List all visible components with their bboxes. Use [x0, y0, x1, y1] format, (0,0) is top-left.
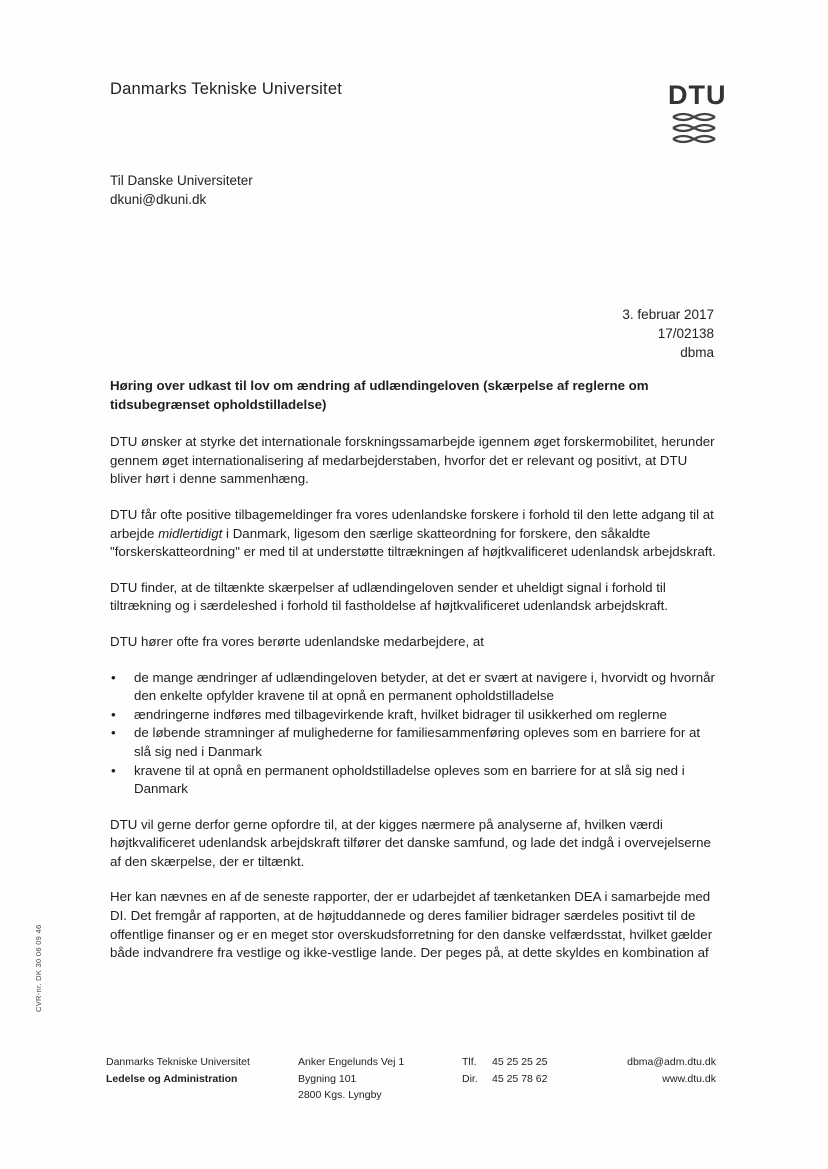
list-item [110, 724, 716, 761]
letter-date: 3. februar 2017 [622, 307, 714, 322]
footer-address-line: Bygning 101 [298, 1072, 357, 1085]
list-item [110, 669, 716, 706]
bullet-icon: • [111, 725, 116, 741]
bullet-icon: • [111, 706, 116, 722]
author-initials: dbma [680, 345, 714, 360]
paragraph-6: Her kan nævnes en af de seneste rapporter, der er udarbejdet af tænketanken DEA i samarbejde med DI. Det fremgår af rapporten, at de højtuddannede og deres familier bidrager særdeles positivt til de offentlige finanser og er en meget stor overskudsforretning for den danske velfærdsstat, hvilket gælder både indvandrere fra vestlige og ikke-vestlige lande. Der peges på, at dette skyldes en kombination af [110, 889, 713, 961]
paragraph-4: DTU hører ofte fra vores berørte udenlandske medarbejdere, at [110, 633, 484, 649]
phone-number: 45 25 25 25 [492, 1056, 548, 1068]
paragraph-2-emphasis: midlertidigt [158, 525, 223, 541]
paragraph-2-start: DTU får ofte positive tilbagemeldinger fra vores udenlandske forskere i forhold til den lette adgang til at arbejde [110, 506, 714, 541]
footer-address-line: 2800 Kgs. Lyngby [298, 1089, 382, 1101]
bullet-icon: • [111, 762, 116, 778]
bullet-icon: • [111, 669, 116, 685]
paragraph-3: DTU finder, at de tiltænkte skærpelser af udlændingeloven sender et uheldigt signal i forhold til tiltrækning og i særdeleshed i forhold til fastholdelse af højtkvalificeret udenlandsk arbejdskraft. [110, 579, 669, 614]
phone-label: Tlf. [462, 1056, 477, 1068]
concerns-list [110, 669, 716, 799]
paragraph-1: DTU ønsker at styrke det internationale forskningssamarbejde igennem øget forskermobilitet, herunder gennem øget internationalisering af medarbejderstaben, hvorfor det er relevant og positivt, at DTU bliver hørt i denne sammenhæng. [110, 434, 715, 487]
letter-subject: Høring over udkast til lov om ændring af udlændingeloven (skærpelse af reglerne om tidsubegrænset opholdstilladelse) [110, 378, 649, 412]
footer-email: dbma@adm.dtu.dk [627, 1056, 716, 1068]
case-number: 17/02138 [657, 326, 714, 341]
footer-address-line: Anker Engelunds Vej 1 [298, 1056, 405, 1068]
paragraph-2-end: i Danmark, ligesom den særlige skatteordning for forskere, den såkaldte "forskerskatteordning" er med til at understøtte tiltrækningen af højtkvalificeret udenlandsk arbejdskraft. [110, 525, 716, 560]
footer-org-name: Danmarks Tekniske Universitet [106, 1056, 250, 1068]
footer-department: Ledelse og Administration [106, 1072, 238, 1085]
footer-direct-row [462, 1071, 547, 1088]
paragraph-2 [110, 506, 716, 562]
recipient-block [110, 171, 253, 209]
paragraph-5: DTU vil gerne derfor gerne opfordre til, at der kigges nærmere på analyserne af, hvilken værdi højtkvalificeret udenlandsk arbejdskraft tilfører det danske samfund, og lade det indgå i overvejelserne af den skærpelse, der er tiltænkt. [110, 816, 711, 869]
dtu-waves-icon [672, 112, 716, 144]
footer-phone-row [462, 1054, 547, 1071]
list-item-text: de mange ændringer af udlændingeloven betyder, at det er svært at navigere i, hvorvidt og hvornår den enkelte opfylder kravene til at opnå en permanent opholdstilladelse [134, 669, 715, 704]
list-item [110, 762, 716, 799]
recipient-email: dkuni@dkuni.dk [110, 192, 207, 207]
recipient-name: Til Danske Universiteter [110, 173, 253, 188]
letter-body [110, 377, 716, 980]
list-item-text: de løbende stramninger af mulighederne for familiesammenføring opleves som en barriere for at slå sig ned i Danmark [134, 725, 701, 759]
direct-label: Dir. [462, 1072, 478, 1085]
footer-website: www.dtu.dk [662, 1072, 716, 1085]
letter-meta [622, 305, 714, 362]
list-item [110, 706, 716, 725]
direct-number: 45 25 78 62 [492, 1072, 548, 1085]
cvr-number: CVR-nr. DK 30 06 09 46 [34, 924, 43, 1012]
footer-phones [462, 1054, 547, 1087]
logo-wordmark: DTU [668, 80, 727, 110]
footer-organization [106, 1054, 250, 1087]
footer-address [298, 1054, 404, 1104]
institution-name: Danmarks Tekniske Universitet [110, 80, 342, 98]
dtu-logo [668, 80, 727, 146]
list-item-text: kravene til at opnå en permanent opholdstilladelse opleves som en barriere for at slå sig ned i Danmark [134, 762, 685, 797]
footer-contact [627, 1054, 716, 1087]
list-item-text: ændringerne indføres med tilbagevirkende kraft, hvilket bidrager til usikkerhed om reglerne [134, 706, 667, 722]
